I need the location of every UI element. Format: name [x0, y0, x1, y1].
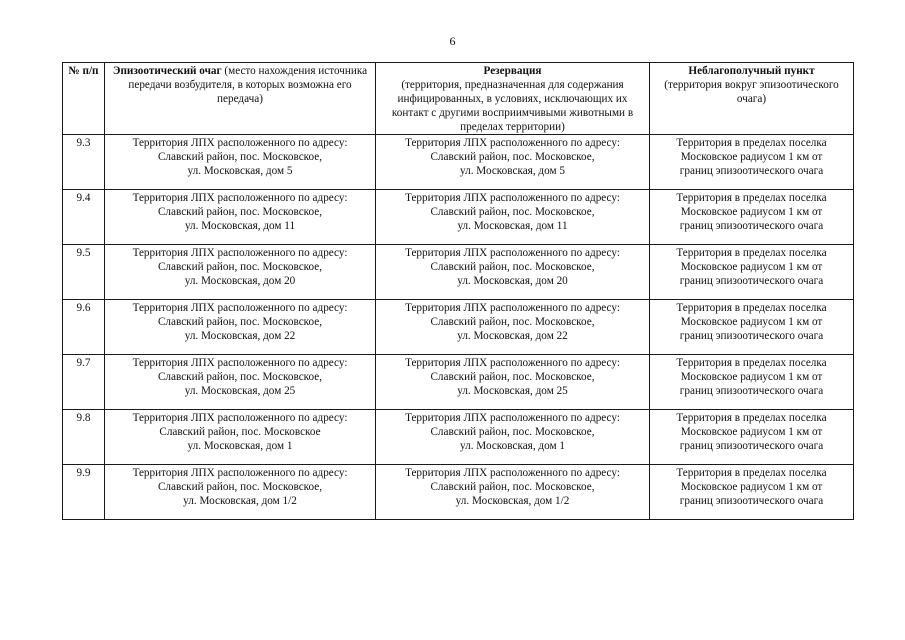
point-line: Московское радиусом 1 км от	[680, 316, 823, 328]
focus-line: Территория ЛПХ расположенного по адресу:	[132, 412, 348, 424]
row-number-cell	[63, 355, 105, 410]
point-line: Территория в пределах поселка	[676, 192, 827, 204]
reservation-line: Славский район, пос. Московское,	[430, 316, 595, 328]
row-number: 9.8	[76, 412, 91, 424]
focus-line: Территория ЛПХ расположенного по адресу:	[132, 247, 348, 259]
focus-line: ул. Московская, дом 20	[184, 275, 296, 287]
row-number-cell	[63, 190, 105, 245]
reservation-line: Территория ЛПХ расположенного по адресу:	[405, 192, 620, 204]
reservation-line: Территория ЛПХ расположенного по адресу:	[405, 137, 620, 149]
reservation-cell	[376, 245, 650, 300]
focus-line: Славский район, пос. Московское	[159, 426, 321, 438]
row-number-cell	[63, 410, 105, 465]
reservation-cell	[376, 355, 650, 410]
focus-line: Славский район, пос. Московское,	[157, 371, 323, 383]
table-row	[63, 410, 854, 465]
point-cell	[650, 135, 854, 190]
focus-line: ул. Московская, дом 11	[184, 220, 296, 232]
reservation-line: Славский район, пос. Московское,	[430, 206, 595, 218]
header-reservation	[376, 63, 650, 135]
row-number-cell	[63, 245, 105, 300]
point-cell	[650, 300, 854, 355]
point-line: границ эпизоотического очага	[679, 440, 824, 452]
point-line: границ эпизоотического очага	[679, 330, 824, 342]
point-line: границ эпизоотического очага	[679, 495, 824, 507]
reservation-cell	[376, 410, 650, 465]
point-line: Территория в пределах поселка	[676, 412, 827, 424]
episootic-table	[62, 62, 854, 520]
header-point	[650, 63, 854, 135]
focus-line: ул. Московская, дом 25	[184, 385, 296, 397]
point-line: Московское радиусом 1 км от	[680, 371, 823, 383]
table-row	[63, 135, 854, 190]
focus-line: Славский район, пос. Московское,	[157, 261, 323, 273]
reservation-cell	[376, 135, 650, 190]
focus-line: Территория ЛПХ расположенного по адресу:	[132, 302, 348, 314]
row-number: 9.7	[76, 357, 91, 369]
reservation-line: Территория ЛПХ расположенного по адресу:	[405, 412, 620, 424]
focus-line: Славский район, пос. Московское,	[157, 481, 323, 493]
row-number: 9.6	[76, 302, 91, 314]
point-line: Территория в пределах поселка	[676, 467, 827, 479]
focus-line: Славский район, пос. Московское,	[157, 316, 323, 328]
focus-cell	[105, 190, 376, 245]
reservation-line: ул. Московская, дом 11	[457, 220, 568, 232]
point-line: границ эпизоотического очага	[679, 275, 824, 287]
point-line: границ эпизоотического очага	[679, 165, 824, 177]
header-row	[63, 63, 854, 135]
reservation-line: Территория ЛПХ расположенного по адресу:	[405, 357, 620, 369]
focus-line: ул. Московская, дом 1	[187, 440, 293, 452]
reservation-line: ул. Московская, дом 1/2	[455, 495, 570, 507]
header-reservation-note: (территория, предназначенная для содержания инфицированных, в условиях, исключающих их контакт с другими восприимчивыми животными в пределах территории)	[391, 79, 634, 133]
page-number: 6	[449, 34, 456, 48]
reservation-cell	[376, 190, 650, 245]
row-number: 9.9	[76, 467, 91, 479]
point-line: Территория в пределах поселка	[676, 247, 827, 259]
header-reservation-title: Резервация	[483, 65, 542, 77]
focus-cell	[105, 410, 376, 465]
row-number: 9.3	[76, 137, 91, 149]
point-line: границ эпизоотического очага	[679, 220, 824, 232]
focus-line: Территория ЛПХ расположенного по адресу:	[132, 192, 348, 204]
header-focus-note: (место нахождения источника передачи возбудителя, в которых возможна его передача)	[128, 65, 368, 105]
reservation-line: Славский район, пос. Московское,	[430, 261, 595, 273]
header-num-title: № п/п	[68, 65, 99, 77]
reservation-line: ул. Московская, дом 1	[460, 440, 565, 452]
focus-cell	[105, 245, 376, 300]
point-line: Территория в пределах поселка	[676, 302, 827, 314]
focus-line: Территория ЛПХ расположенного по адресу:	[132, 467, 348, 479]
row-number: 9.5	[76, 247, 91, 259]
row-number-cell	[63, 300, 105, 355]
point-line: Московское радиусом 1 км от	[680, 206, 823, 218]
focus-line: ул. Московская, дом 1/2	[183, 495, 297, 507]
reservation-line: ул. Московская, дом 5	[460, 165, 565, 177]
table-row	[63, 300, 854, 355]
table-header	[63, 63, 854, 135]
focus-line: ул. Московская, дом 5	[187, 165, 293, 177]
reservation-cell	[376, 465, 650, 520]
table-row	[63, 355, 854, 410]
point-line: Московское радиусом 1 км от	[680, 261, 823, 273]
point-cell	[650, 190, 854, 245]
reservation-line: Славский район, пос. Московское,	[430, 371, 595, 383]
header-focus-title: Эпизоотический очаг	[112, 65, 222, 77]
point-line: Московское радиусом 1 км от	[680, 481, 823, 493]
table-row	[63, 245, 854, 300]
reservation-line: Славский район, пос. Московское,	[430, 481, 595, 493]
reservation-cell	[376, 300, 650, 355]
reservation-line: ул. Московская, дом 25	[457, 385, 568, 397]
point-cell	[650, 245, 854, 300]
focus-line: Славский район, пос. Московское,	[157, 151, 323, 163]
point-cell	[650, 465, 854, 520]
focus-line: Территория ЛПХ расположенного по адресу:	[132, 357, 348, 369]
reservation-line: Территория ЛПХ расположенного по адресу:	[405, 247, 620, 259]
table-row	[63, 465, 854, 520]
focus-cell	[105, 300, 376, 355]
table-body	[63, 135, 854, 520]
focus-line: Территория ЛПХ расположенного по адресу:	[132, 137, 348, 149]
reservation-line: Славский район, пос. Московское,	[430, 426, 595, 438]
point-line: Московское радиусом 1 км от	[680, 426, 823, 438]
row-number-cell	[63, 135, 105, 190]
header-num	[63, 63, 105, 135]
reservation-line: Славский район, пос. Московское,	[430, 151, 595, 163]
header-focus	[105, 63, 376, 135]
table-row	[63, 190, 854, 245]
point-line: Территория в пределах поселка	[676, 357, 827, 369]
focus-cell	[105, 135, 376, 190]
header-point-note: (территория вокруг эпизоотического очага)	[664, 79, 839, 105]
focus-line: Славский район, пос. Московское,	[157, 206, 323, 218]
row-number: 9.4	[76, 192, 91, 204]
point-cell	[650, 410, 854, 465]
point-line: Территория в пределах поселка	[676, 137, 827, 149]
row-number-cell	[63, 465, 105, 520]
header-point-title: Неблагополучный пункт	[688, 65, 815, 77]
reservation-line: Территория ЛПХ расположенного по адресу:	[405, 302, 620, 314]
reservation-line: ул. Московская, дом 22	[457, 330, 568, 342]
point-line: границ эпизоотического очага	[679, 385, 824, 397]
focus-cell	[105, 355, 376, 410]
point-line: Московское радиусом 1 км от	[680, 151, 823, 163]
reservation-line: Территория ЛПХ расположенного по адресу:	[405, 467, 620, 479]
point-cell	[650, 355, 854, 410]
reservation-line: ул. Московская, дом 20	[457, 275, 568, 287]
focus-cell	[105, 465, 376, 520]
focus-line: ул. Московская, дом 22	[184, 330, 296, 342]
